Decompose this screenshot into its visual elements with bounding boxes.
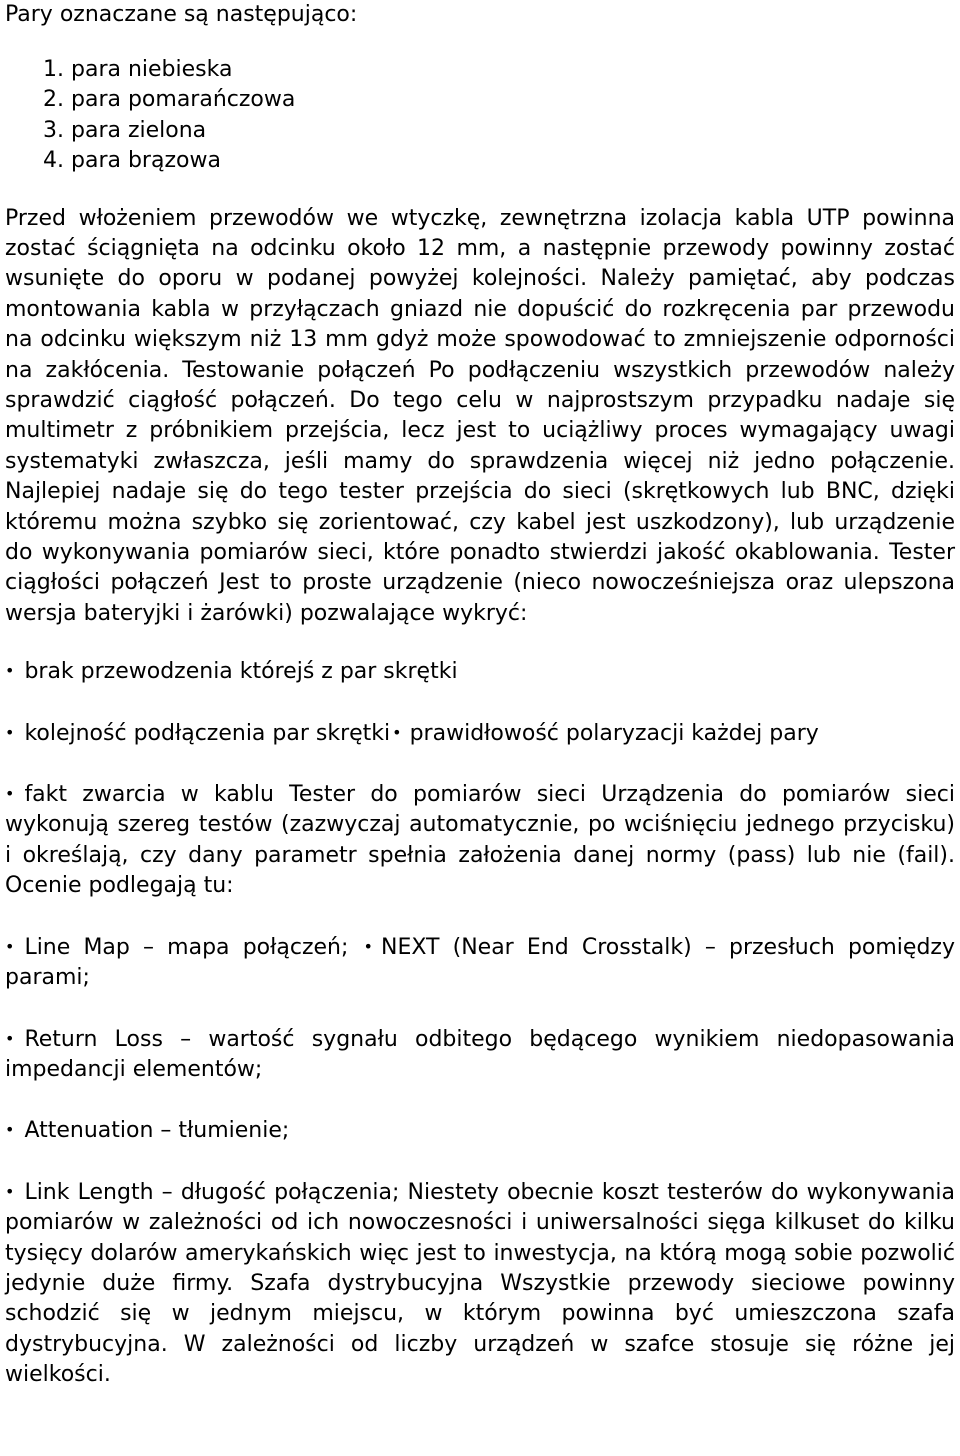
bullet-icon: • (5, 936, 15, 956)
bullet-item (5, 932, 955, 994)
bullet-item (5, 1024, 955, 1086)
bullet-item (5, 1177, 955, 1391)
bullet-icon: • (5, 1181, 15, 1201)
bullet-text: NEXT (Near End Crosstalk) – przesłuch pomiędzy parami; (5, 934, 955, 991)
pair-label: para zielona (71, 117, 207, 143)
bullet-text: Line Map – mapa połączeń; (24, 934, 349, 960)
bullet-text: Attenuation – tłumienie; (24, 1118, 290, 1144)
bullet-item (5, 718, 955, 749)
bullet-item (5, 779, 955, 902)
pair-item (5, 85, 955, 115)
main-paragraph: Przed włożeniem przewodów we wtyczkę, zewnętrzna izolacja kabla UTP powinna zostać ściągnięta na odcinku około 12 mm, a następnie przewody powinny zostać wsunięte do oporu w podanej powyżej kolejności. Należy pamiętać, aby podczas montowania kabla w przyłączach gniazd nie dopuścić do rozkręcenia par przewodu na odcinku większym niż 13 mm gdyż może spowodować to zmniejszenie odporności na zakłócenia. Testowanie połączeń Po podłączeniu wszystkich przewodów należy sprawdzić ciągłość połączeń. Do tego celu w najprostszym przypadku nadaje się multimetr z próbnikiem przejścia, lecz jest to uciążliwy proces wymagający uwagi systematyki zwłaszcza, jeśli mamy do sprawdzenia więcej niż jedno połączenie. Najlepiej nadaje się do tego tester przejścia do sieci (skrętkowych lub BNC, dzięki któremu można szybko się zorientować, czy kabel jest uszkodzony), lub urządzenie do wykonywania pomiarów sieci, które ponadto stwierdzi jakość okablowania. Tester ciągłości połączeń Jest to proste urządzenie (nieco nowocześniejsza oraz ulepszona wersja bateryjki i żarówki) pozwalające wykryć: (5, 205, 955, 626)
pair-item (5, 55, 955, 85)
bullet-text: kolejność podłączenia par skrętki (24, 720, 391, 746)
bullet-text: brak przewodzenia którejś z par skrętki (24, 659, 458, 685)
bullet-icon: • (5, 1120, 15, 1140)
bullet-text: Link Length – długość połączenia; Niestety obecnie koszt testerów do wykonywania pomiarów w zależności od ich nowoczesności i uniwersalności sięga kilkuset do kilku tysięcy dolarów amerykańskich więc jest to inwestycja, na którą mogą sobie pozwolić jedynie duże firmy. Szafa dystrybucyjna Wszystkie przewody sieciowe powinny schodzić się w jednym miejscu, w którym powinna być umieszczona szafa dystrybucyjna. W zależności od liczby urządzeń w szafce stosuje się różne jej wielkości. (5, 1179, 955, 1388)
bullet-icon: • (392, 722, 402, 742)
bullet-text: Return Loss – wartość sygnału odbitego będącego wynikiem niedopasowania impedancji elementów; (5, 1026, 955, 1082)
bullet-item (5, 656, 955, 687)
document-page (5, 0, 955, 1391)
pair-list (5, 55, 955, 177)
bullet-icon: • (363, 936, 373, 956)
pair-label: para pomarańczowa (71, 87, 296, 113)
pair-number: 1. (43, 57, 64, 82)
bullet-text: prawidłowość polaryzacji każdej pary (409, 720, 819, 746)
bullet-text: fakt zwarcia w kablu Tester do pomiarów sieci Urządzenia do pomiarów sieci wykonują szereg testów (zazwyczaj automatycznie, po wciśnięciu jednego przycisku) i określają, czy dany parametr spełnia założenia danej normy (pass) lub nie (fail). Ocenie podlegają tu: (5, 782, 955, 899)
pair-label: para niebieska (71, 57, 233, 82)
pair-item (5, 116, 955, 146)
pair-number: 2. (43, 87, 64, 113)
pair-number: 4. (43, 148, 64, 174)
intro-line: Pary oznaczane są następująco: (5, 2, 358, 27)
bullet-icon: • (5, 722, 15, 742)
pair-label: para brązowa (71, 148, 221, 174)
bullet-icon: • (5, 661, 15, 681)
bullet-icon: • (5, 1028, 15, 1048)
bullet-icon: • (5, 784, 15, 804)
pair-number: 3. (43, 117, 64, 143)
bullet-item (5, 1115, 955, 1146)
pair-item (5, 146, 955, 176)
